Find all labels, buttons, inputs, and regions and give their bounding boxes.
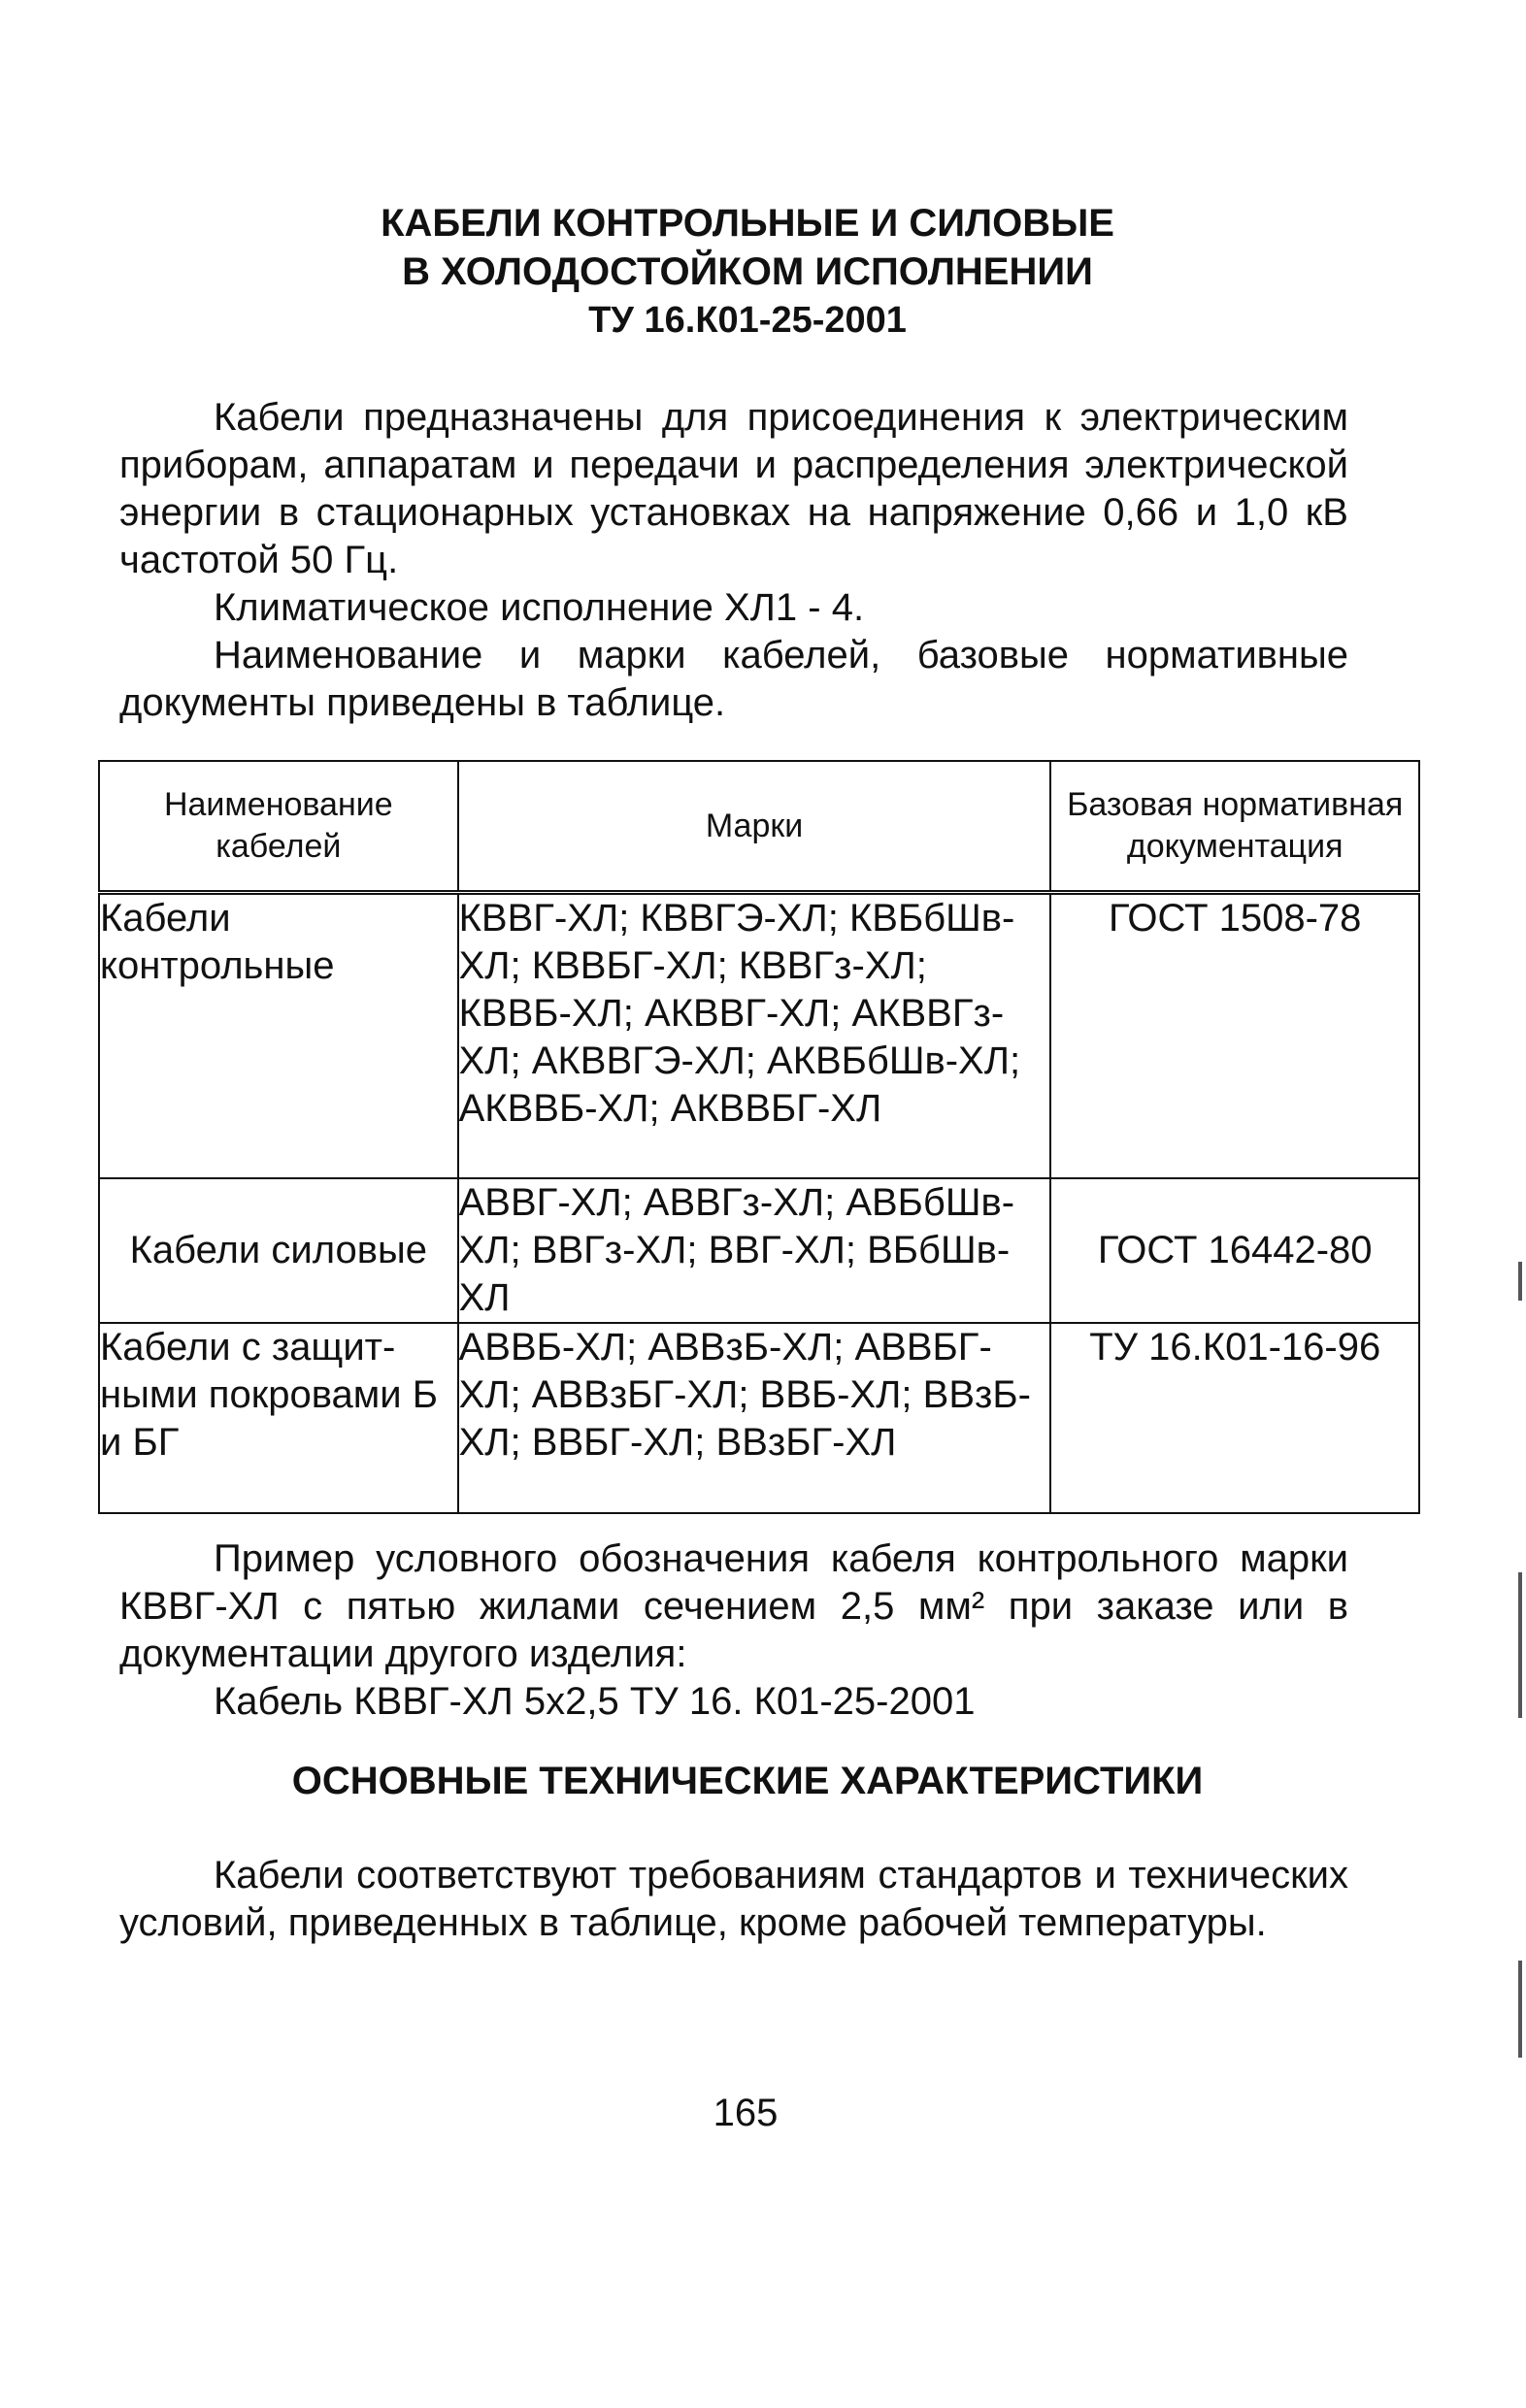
table-header-row xyxy=(99,761,1419,893)
intro-paragraph-climate: Климатическое исполнение ХЛ1 - 4. xyxy=(214,586,865,629)
example-paragraph: Пример условного обозначения кабеля контрольного марки КВВГ-ХЛ с пятью жилами сечением 2,5 мм² при заказе или в документации другого изделия: xyxy=(119,1537,1348,1675)
table-row xyxy=(99,1323,1419,1513)
title-line-1: КАБЕЛИ КОНТРОЛЬНЫЕ И СИЛОВЫЕ xyxy=(381,202,1114,245)
document-title xyxy=(0,199,1495,345)
intro-paragraph-table-ref: Наименование и марки кабелей, базовые нормативные документы приведены в таблице. xyxy=(119,634,1348,724)
row-cable-name: Кабели с защит-ными покровами Б и БГ xyxy=(99,1323,458,1513)
title-line-3: ТУ 16.К01-25-2001 xyxy=(588,300,907,341)
row-marks: АВВБ-ХЛ; АВВзБ-ХЛ; АВВБГ-ХЛ; АВВзБГ-ХЛ; ВВБ-ХЛ; ВВзБ-ХЛ; ВВБГ-ХЛ; ВВзБГ-ХЛ xyxy=(458,1323,1051,1513)
scan-edge-mark xyxy=(1518,1262,1522,1301)
row-cable-name: Кабели контрольные xyxy=(99,893,458,1178)
example-section xyxy=(119,1535,1348,1726)
table-row xyxy=(99,893,1419,1178)
row-base-document: ГОСТ 1508-78 xyxy=(1050,893,1419,1178)
header-base-document: Базовая нормативная документация xyxy=(1050,761,1419,893)
header-marks: Марки xyxy=(458,761,1051,893)
cables-table xyxy=(98,760,1420,1514)
intro-paragraph-purpose: Кабели предназначены для присоединения к электрическим приборам, аппаратам и передачи и распределения электрической энергии в стационарных установках на напряжение 0,66 и 1,0 кВ частотой 50 Гц. xyxy=(119,396,1348,581)
row-base-document: ГОСТ 16442-80 xyxy=(1050,1178,1419,1323)
example-designation: Кабель КВВГ-ХЛ 5х2,5 ТУ 16. К01-25-2001 xyxy=(214,1680,976,1723)
row-cable-name: Кабели силовые xyxy=(99,1178,458,1323)
tech-section xyxy=(119,1852,1348,1947)
section-heading: ОСНОВНЫЕ ТЕХНИЧЕСКИЕ ХАРАКТЕРИСТИКИ xyxy=(291,1760,1204,1802)
title-line-2: В ХОЛОДОСТОЙКОМ ИСПОЛНЕНИИ xyxy=(402,250,1093,293)
intro-section xyxy=(119,394,1348,727)
row-marks: АВВГ-ХЛ; АВВГз-ХЛ; АВБбШв-ХЛ; ВВГз-ХЛ; ВВГ-ХЛ; ВБбШв-ХЛ xyxy=(458,1178,1051,1323)
row-base-document: ТУ 16.К01-16-96 xyxy=(1050,1323,1419,1513)
row-marks: КВВГ-ХЛ; КВВГЭ-ХЛ; КВБбШв-ХЛ; КВВБГ-ХЛ; КВВГз-ХЛ; КВВБ-ХЛ; АКВВГ-ХЛ; АКВВГз-ХЛ; АКВВГЭ-ХЛ; АКВБбШв-ХЛ; АКВВБ-ХЛ; АКВВБГ-ХЛ xyxy=(458,893,1051,1178)
page-number: 165 xyxy=(713,2092,779,2134)
scan-edge-mark xyxy=(1518,1572,1522,1718)
table-row xyxy=(99,1178,1419,1323)
tech-paragraph: Кабели соответствуют требованиям стандартов и технических условий, приведенных в таблице, кроме рабочей температуры. xyxy=(119,1854,1348,1944)
header-cable-name: Наименование кабелей xyxy=(99,761,458,893)
scan-edge-mark xyxy=(1518,1961,1522,2058)
